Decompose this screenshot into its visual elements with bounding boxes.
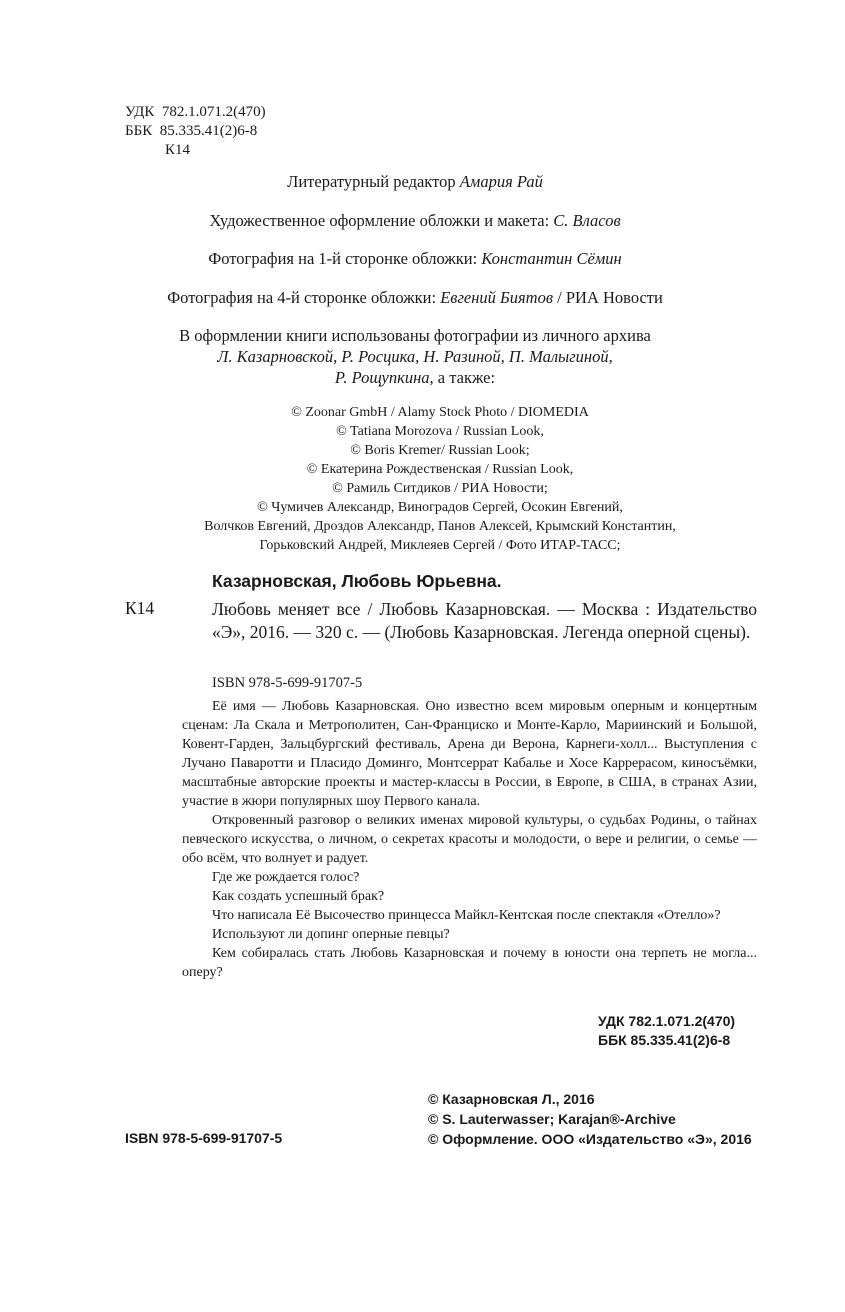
photo-credit-line: © Чумичев Александр, Виноградов Сергей, Осокин Евгений, <box>257 500 623 515</box>
copyright-line: © Оформление. ООО «Издательство «Э», 2016 <box>428 1131 752 1147</box>
front-photo-name: Константин Сёмин <box>481 249 622 268</box>
literary-editor-name: Амария Рай <box>459 172 543 191</box>
archive-credit <box>95 325 735 388</box>
photo-credits-list <box>95 403 785 555</box>
annotation-question: Как создать успешный брак? <box>212 889 385 904</box>
annotation <box>182 697 757 982</box>
photo-credit-line: © Boris Kremer/ Russian Look; <box>350 443 530 458</box>
udk-code-bottom: УДК 782.1.071.2(470) <box>598 1013 736 1029</box>
udk-code: УДК 782.1.071.2(470) <box>125 104 266 120</box>
copyright-line: © Казарновская Л., 2016 <box>428 1091 595 1107</box>
front-photo-credit <box>95 249 735 269</box>
photo-credit-line: Волчков Евгений, Дроздов Александр, Панов Алексей, Крымский Константин, <box>204 519 676 534</box>
photo-credit-line: © Рамиль Ситдиков / РИА Новости; <box>332 481 548 496</box>
copyright-notices <box>428 1089 752 1149</box>
annotation-paragraph: Её имя — Любовь Казарновская. Оно известно всем мировым оперным и концертным сценам: Ла Скала и Метрополитен, Сан-Франциско и Монте-Карло, Мариинский и Большой, Ковент-Гарден, Зальцбургский фестиваль, Арена ди Верона, Карнеги-холл... Выступления с Лучано Паваротти и Пласидо Доминго, Монтсеррат Кабалье и Хосе Каррерасом, киносъёмки, масштабные авторские проекты и мастер-классы в России, в Европе, в США, в странах Азии, участие в жюри популярных шоу Первого канала. <box>182 699 757 809</box>
photo-credit-line: © Екатерина Рождественская / Russian Look, <box>306 462 574 477</box>
photo-credit-line: Горьковский Андрей, Миклеяев Сергей / Фото ИТАР-ТАСС; <box>259 538 621 553</box>
archive-also: а также: <box>437 368 496 387</box>
bibliographic-description: Любовь меняет все / Любовь Казарновская. — Москва : Издательство «Э», 2016. — 320 с. — (Любовь Казарновская. Легенда оперной сцены). <box>212 599 757 642</box>
classification-codes-top <box>125 103 266 160</box>
bibliographic-isbn: ISBN 978-5-699-91707-5 <box>212 675 363 691</box>
archive-names-1: Л. Казарновской, Р. Росцика, Н. Разиной, П. Малыгиной, <box>217 347 613 366</box>
isbn-bottom: ISBN 978-5-699-91707-5 <box>125 1130 283 1146</box>
annotation-question: Кем собиралась стать Любовь Казарновская и почему в юности она терпеть не могла... оперу? <box>182 946 757 980</box>
back-photo-agency: / РИА Новости <box>557 288 663 307</box>
back-photo-label: Фотография на 4-й сторонке обложки: <box>167 288 437 307</box>
archive-intro: В оформлении книги использованы фотографии из личного архива <box>179 326 651 345</box>
front-photo-label: Фотография на 1-й сторонке обложки: <box>208 249 478 268</box>
annotation-question: Используют ли допинг оперные певцы? <box>212 927 450 942</box>
photo-credit-line: © Tatiana Morozova / Russian Look, <box>336 424 544 439</box>
annotation-paragraph: Откровенный разговор о великих именах мировой культуры, о судьбах Родины, о тайнах певческого искусства, о личном, о секретах красоты и молодости, о вере и религии, о семье — обо всём, что волнует и радует. <box>182 813 757 866</box>
bibliographic-author: Казарновская, Любовь Юрьевна. <box>212 571 502 591</box>
author-sign: К14 <box>165 142 191 158</box>
design-name: С. Власов <box>553 211 621 230</box>
photo-credit-line: © Zoonar GmbH / Alamy Stock Photo / DIOMEDIA <box>291 405 589 420</box>
bibliographic-code: К14 <box>125 598 155 618</box>
back-photo-name: Евгений Биятов <box>440 288 554 307</box>
archive-names-2: Р. Рощупкина, <box>334 368 434 387</box>
back-photo-credit <box>95 288 735 308</box>
annotation-question: Где же рождается голос? <box>212 870 360 885</box>
bbk-code-bottom: ББК 85.335.41(2)6-8 <box>598 1032 731 1048</box>
bbk-code: ББК 85.335.41(2)6-8 <box>125 123 258 139</box>
literary-editor-label: Литературный редактор <box>287 172 456 191</box>
classification-codes-bottom <box>598 1012 735 1050</box>
copyright-line: © S. Lauterwasser; Karajan®-Archive <box>428 1111 676 1127</box>
annotation-question: Что написала Её Высочество принцесса Майкл-Кентская после спектакля «Отелло»? <box>212 908 721 923</box>
design-credit <box>95 211 735 231</box>
design-label: Художественное оформление обложки и макета: <box>209 211 550 230</box>
literary-editor-credit <box>95 172 735 192</box>
